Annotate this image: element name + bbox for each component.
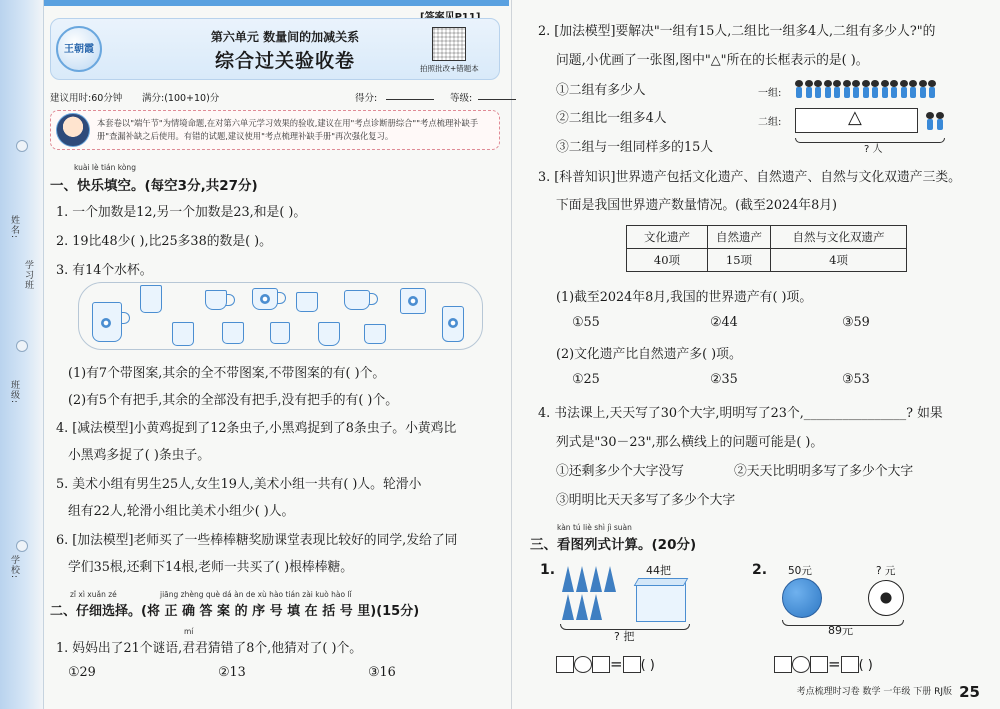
binding-hole bbox=[16, 140, 28, 152]
s1-q4-a: 4. [减法模型]小黄鸡捉到了12条虫子,小黑鸡捉到了8条虫子。小黄鸡比 bbox=[56, 421, 457, 436]
triangle-symbol: △ bbox=[848, 107, 862, 128]
score-blank[interactable] bbox=[386, 90, 434, 100]
s2-q2-option-2[interactable]: ②二组比一组多4人 bbox=[556, 111, 667, 126]
group2-question: ? 人 bbox=[864, 144, 883, 155]
child-figure-icon bbox=[890, 80, 898, 98]
basketball-price: 50元 bbox=[788, 565, 812, 577]
child-figure-icon bbox=[843, 80, 851, 98]
s2-q2-a: 2. [加法模型]要解决"一组有15人,二组比一组多4人,二组有多少人?"的 bbox=[538, 24, 936, 39]
table-cell: 4项 bbox=[771, 249, 907, 272]
s2-q3-a: 3. [科普知识]世界遗产包括文化遗产、自然遗产、自然与文化双遗产三类。 bbox=[538, 170, 961, 185]
s1-q4-b: 小黑鸡多捉了( )条虫子。 bbox=[68, 448, 211, 463]
section2-pinyin-instruction: jiāng zhèng què dá àn de xù hào tián zài kuò hào lǐ bbox=[160, 590, 352, 599]
cup-icon bbox=[222, 322, 244, 344]
page-divider bbox=[511, 0, 512, 709]
s2-q3-1-option-2[interactable]: ②44 bbox=[710, 315, 738, 330]
answer-box[interactable] bbox=[592, 656, 610, 673]
s2-q3-2-option-2[interactable]: ②35 bbox=[710, 372, 738, 387]
umbrella-icon bbox=[576, 566, 588, 592]
group1-label: 一组: bbox=[758, 88, 782, 99]
table-cell: 40项 bbox=[627, 249, 708, 272]
school-field: 学校: bbox=[9, 555, 19, 580]
child-figure-icon bbox=[814, 80, 822, 98]
unit-blank[interactable]: ( ) bbox=[640, 658, 655, 673]
umbrella-icon bbox=[562, 566, 574, 592]
unit-title: 第六单元 数量间的加减关系 bbox=[210, 30, 360, 44]
table-row bbox=[627, 249, 907, 272]
s2-q1-option-3[interactable]: ③16 bbox=[368, 665, 396, 680]
s1-q3-1: (1)有7个带图案,其余的全不带图案,不带图案的有( )个。 bbox=[68, 366, 386, 381]
cup-icon bbox=[344, 290, 370, 310]
answer-box[interactable] bbox=[810, 656, 828, 673]
class-field: 班级: bbox=[9, 380, 19, 405]
page-number: 25 bbox=[959, 683, 980, 701]
qr-caption: 拍照批改+错题本 bbox=[420, 64, 479, 73]
child-figure-icon bbox=[871, 80, 879, 98]
s2-q3-1-option-3[interactable]: ③59 bbox=[842, 315, 870, 330]
s2-q2-b: 问题,小优画了一张图,图中"△"所在的长框表示的是( )。 bbox=[556, 53, 869, 68]
s2-q1: 1. 妈妈出了21个谜语,君君猜错了8个,他猜对了( )个。 bbox=[56, 641, 363, 656]
cup-icon bbox=[364, 324, 386, 344]
page-title: 综合过关验收卷 bbox=[214, 50, 355, 72]
child-figure-icon bbox=[862, 80, 870, 98]
operator-circle[interactable] bbox=[574, 656, 592, 673]
s2-q4-option-1[interactable]: ①还剩多少个大字没写 bbox=[556, 464, 684, 479]
section2-pinyin: zǐ xì xuǎn zé bbox=[70, 590, 117, 599]
answer-box[interactable] bbox=[623, 656, 641, 673]
answer-box[interactable] bbox=[774, 656, 792, 673]
riddle-pinyin: mí bbox=[184, 627, 194, 636]
top-color-bar bbox=[44, 0, 509, 6]
table-header: 自然遗产 bbox=[708, 226, 771, 249]
cup-icon bbox=[140, 285, 162, 313]
binding-hole bbox=[16, 540, 28, 552]
s1-q1: 1. 一个加数是12,另一个加数是23,和是( )。 bbox=[56, 205, 307, 220]
s1-q2: 2. 19比48少( ),比25多38的数是( )。 bbox=[56, 234, 272, 249]
flower-pattern-icon bbox=[260, 294, 270, 304]
s2-q2-option-1[interactable]: ①二组有多少人 bbox=[556, 83, 646, 98]
child-figure-icon bbox=[881, 80, 889, 98]
s2-q2-option-3[interactable]: ③二组与一组同样多的15人 bbox=[556, 140, 714, 155]
table-cell: 15项 bbox=[708, 249, 771, 272]
qr-code-icon[interactable] bbox=[432, 27, 466, 61]
table-header: 自然与文化双遗产 bbox=[771, 226, 907, 249]
s2-q3-2-option-3[interactable]: ③53 bbox=[842, 372, 870, 387]
name-field: 姓名: bbox=[9, 215, 19, 240]
total-price: 89元 bbox=[828, 624, 853, 637]
unit-blank[interactable]: ( ) bbox=[858, 658, 873, 673]
umbrella-icon bbox=[562, 594, 574, 620]
umbrella-icon bbox=[590, 566, 602, 592]
picture2-number: 2. bbox=[752, 562, 768, 578]
umbrella-icon bbox=[576, 594, 588, 620]
section3-pinyin: kàn tú liè shì jì suàn bbox=[557, 523, 632, 532]
box-quantity-label: 44把 bbox=[646, 564, 671, 577]
child-figure-icon bbox=[928, 80, 936, 98]
section3-title: 三、看图列式计算。(20分) bbox=[530, 537, 697, 553]
answer-box[interactable] bbox=[841, 656, 859, 673]
child-figure-icon bbox=[852, 80, 860, 98]
s1-q5-b: 组有22人,轮滑小组比美术小组少( )人。 bbox=[68, 504, 295, 519]
s2-q3-1-option-1[interactable]: ①55 bbox=[572, 315, 600, 330]
child-figure-icon bbox=[926, 112, 934, 130]
table-header-row bbox=[627, 226, 907, 249]
s2-q3-b: 下面是我国世界遗产数量情况。(截至2024年8月) bbox=[556, 198, 838, 213]
cup-icon bbox=[296, 292, 318, 312]
s1-q3-2: (2)有5个有把手,其余的全部没有把手,没有把手的有( )个。 bbox=[68, 393, 398, 408]
equals-sign: = bbox=[828, 655, 841, 673]
soccer-ball-icon bbox=[868, 580, 904, 616]
binding-hole bbox=[16, 340, 28, 352]
s2-q1-option-2[interactable]: ②13 bbox=[218, 665, 246, 680]
notice-box: 本套卷以"端午节"为情境命题,在对第六单元学习效果的验收,建议在用"考点诊断册综合""考点梳理补缺手册"查漏补缺之后使用。有错的试题,建议使用"考点梳理补缺手册"再次强化复习。 bbox=[50, 110, 500, 150]
binding-strip bbox=[0, 0, 44, 709]
child-figure-icon bbox=[805, 80, 813, 98]
cup-icon bbox=[270, 322, 290, 344]
heritage-table bbox=[626, 225, 907, 272]
box-icon bbox=[636, 582, 686, 622]
total-score: 满分:(100+10)分 bbox=[142, 93, 220, 104]
child-figure-icon bbox=[833, 80, 841, 98]
brand-logo: 王朝霞 bbox=[56, 26, 102, 72]
picture1-number: 1. bbox=[540, 562, 556, 578]
s2-q4-a: 4. 书法课上,天天写了30个大字,明明写了23个,________________? 如果 bbox=[538, 406, 943, 421]
s2-q3-2-option-1[interactable]: ①25 bbox=[572, 372, 600, 387]
cup-icon bbox=[205, 290, 227, 310]
grade-label: 等级: bbox=[450, 93, 473, 104]
s1-q3: 3. 有14个水杯。 bbox=[56, 263, 153, 278]
section1-pinyin: kuài lè tián kòng bbox=[74, 163, 136, 172]
box-lid-icon bbox=[634, 578, 689, 586]
basketball-icon bbox=[782, 578, 822, 618]
s2-q3-2: (2)文化遗产比自然遗产多( )项。 bbox=[556, 347, 742, 362]
section2-title: 二、仔细选择。(将 正 确 答 案 的 序 号 填 在 括 号 里)(15分) bbox=[50, 604, 420, 619]
grade-blank[interactable] bbox=[478, 90, 516, 100]
equation-1 bbox=[556, 655, 655, 673]
picture1-question: ? 把 bbox=[614, 630, 635, 643]
cup-icon bbox=[172, 322, 194, 346]
s1-q6-b: 学们35根,还剩下14根,老师一共买了( )根棒棒糖。 bbox=[68, 560, 354, 575]
s1-q6-a: 6. [加法模型]老师买了一些棒棒糖奖励课堂表现比较好的同学,发给了同 bbox=[56, 533, 458, 548]
s2-q3-1: (1)截至2024年8月,我国的世界遗产有( )项。 bbox=[556, 290, 813, 305]
flower-pattern-icon bbox=[101, 318, 111, 328]
cup-icon bbox=[318, 322, 340, 346]
student-avatar-icon bbox=[56, 113, 90, 147]
child-figure-icon bbox=[900, 80, 908, 98]
child-figure-icon bbox=[824, 80, 832, 98]
s2-q4-b: 列式是"30－23",那么横线上的问题可能是( )。 bbox=[556, 435, 824, 450]
child-figure-icon bbox=[909, 80, 917, 98]
operator-circle[interactable] bbox=[792, 656, 810, 673]
s2-q4-option-3[interactable]: ③明明比天天多写了多少个大字 bbox=[556, 493, 736, 508]
score-label: 得分: bbox=[355, 93, 378, 104]
group2-label: 二组: bbox=[758, 117, 782, 128]
class-note-field: 学习班 bbox=[23, 260, 33, 290]
child-figure-icon bbox=[919, 80, 927, 98]
answer-box[interactable] bbox=[556, 656, 574, 673]
table-header: 文化遗产 bbox=[627, 226, 708, 249]
s1-q5-a: 5. 美术小组有男生25人,女生19人,美术小组一共有( )人。轮滑小 bbox=[56, 477, 422, 492]
footer-text: 考点梳理时习卷 数学 一年级 下册 RJ版 bbox=[796, 687, 952, 697]
umbrella-icon bbox=[590, 594, 602, 620]
s2-q1-option-1[interactable]: ①29 bbox=[68, 665, 96, 680]
soccer-ball-price: ? 元 bbox=[876, 565, 896, 577]
child-figure-icon bbox=[795, 80, 803, 98]
flower-pattern-icon bbox=[448, 318, 458, 328]
section1-title: 一、快乐填空。(每空3分,共27分) bbox=[50, 178, 258, 194]
flower-pattern-icon bbox=[408, 296, 418, 306]
equals-sign: = bbox=[610, 655, 623, 673]
child-figure-icon bbox=[936, 112, 944, 130]
suggested-time: 建议用时:60分钟 bbox=[50, 93, 123, 104]
equation-2 bbox=[774, 655, 873, 673]
s2-q4-option-2[interactable]: ②天天比明明多写了多少个大字 bbox=[734, 464, 914, 479]
umbrella-icon bbox=[604, 566, 616, 592]
